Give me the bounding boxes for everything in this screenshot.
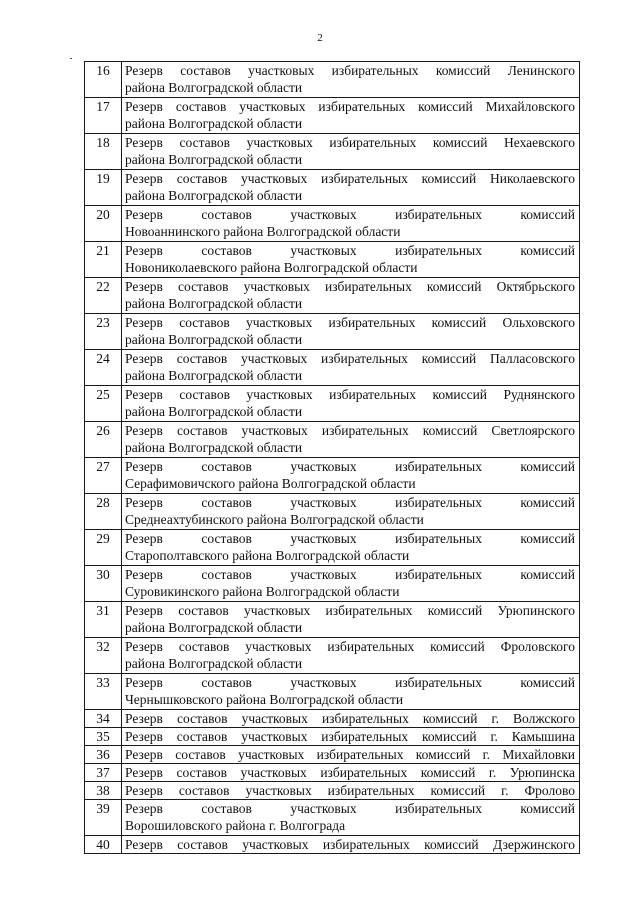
row-description-line-2: Серафимовичского района Волгоградской области — [125, 476, 416, 491]
table-row — [85, 800, 580, 836]
row-description-line-2: Чернышковского района Волгоградской области — [125, 692, 404, 707]
table-row — [85, 62, 580, 98]
row-description-line-2: района Волгоградской области — [125, 188, 303, 203]
row-number: 22 — [85, 278, 122, 314]
row-description-line-1: Резерв составов участковых избирательных комиссий Руднянского — [125, 387, 575, 402]
table-row — [85, 782, 580, 800]
table-row — [85, 710, 580, 728]
row-description-line-1: Резерв составов участковых избирательных комиссий г. Урюпинска — [125, 765, 575, 780]
row-number: 30 — [85, 566, 122, 602]
table-row — [85, 422, 580, 458]
table-row — [85, 314, 580, 350]
row-description — [122, 350, 580, 386]
row-description — [122, 746, 580, 764]
row-number: 33 — [85, 674, 122, 710]
row-description-line-2: района Волгоградской области — [125, 332, 303, 347]
row-number: 29 — [85, 530, 122, 566]
row-number: 39 — [85, 800, 122, 836]
row-description-line-1: Резерв составов участковых избирательных комиссий Фроловского — [125, 639, 575, 654]
reserve-table — [84, 61, 580, 854]
table-row — [85, 170, 580, 206]
row-description — [122, 674, 580, 710]
row-number: 27 — [85, 458, 122, 494]
table-row — [85, 386, 580, 422]
row-description-line-1: Резерв составов участковых избирательных комиссий Урюпинского — [125, 603, 575, 618]
row-description-line-2: района Волгоградской области — [125, 80, 303, 95]
row-description-line-2: Старополтавского района Волгоградской области — [125, 548, 410, 563]
row-description-line-1: Резерв составов участковых избирательных комиссий — [125, 567, 575, 582]
row-description-line-2: Суровикинского района Волгоградской области — [125, 584, 400, 599]
row-description-line-2: Новоаннинского района Волгоградской области — [125, 224, 401, 239]
row-description — [122, 530, 580, 566]
row-number: 18 — [85, 134, 122, 170]
row-number: 20 — [85, 206, 122, 242]
row-description — [122, 206, 580, 242]
row-number: 34 — [85, 710, 122, 728]
row-description-line-2: Ворошиловского района г. Волгограда — [125, 818, 346, 833]
row-description-line-2: района Волгоградской области — [125, 152, 303, 167]
row-description — [122, 836, 580, 854]
row-number: 26 — [85, 422, 122, 458]
row-description-line-1: Резерв составов участковых избирательных комиссий — [125, 243, 575, 258]
row-description — [122, 494, 580, 530]
row-description-line-1: Резерв составов участковых избирательных комиссий — [125, 801, 575, 816]
row-description — [122, 566, 580, 602]
row-description-line-2: района Волгоградской области — [125, 404, 303, 419]
scan-mark — [70, 58, 72, 59]
row-description-line-2: района Волгоградской области — [125, 368, 303, 383]
row-number: 28 — [85, 494, 122, 530]
row-description-line-1: Резерв составов участковых избирательных комиссий Дзержинского — [125, 837, 575, 852]
row-description-line-1: Резерв составов участковых избирательных комиссий Ольховского — [125, 315, 575, 330]
row-description — [122, 314, 580, 350]
row-number: 37 — [85, 764, 122, 782]
row-description — [122, 782, 580, 800]
row-number: 40 — [85, 836, 122, 854]
row-description-line-2: района Волгоградской области — [125, 656, 303, 671]
row-description — [122, 764, 580, 782]
table-row — [85, 134, 580, 170]
row-description — [122, 458, 580, 494]
table-row — [85, 206, 580, 242]
row-description — [122, 278, 580, 314]
row-description-line-1: Резерв составов участковых избирательных комиссий г. Фролово — [125, 783, 575, 798]
row-description-line-1: Резерв составов участковых избирательных комиссий — [125, 207, 575, 222]
row-number: 25 — [85, 386, 122, 422]
row-description-line-1: Резерв составов участковых избирательных комиссий Нехаевского — [125, 135, 575, 150]
row-description-line-2: Новониколаевского района Волгоградской области — [125, 260, 418, 275]
row-description-line-1: Резерв составов участковых избирательных комиссий г. Михайловки — [125, 747, 575, 762]
row-description-line-2: района Волгоградской области — [125, 296, 303, 311]
row-description-line-1: Резерв составов участковых избирательных комиссий — [125, 675, 575, 690]
row-description-line-1: Резерв составов участковых избирательных комиссий Николаевского — [125, 171, 575, 186]
row-number: 16 — [85, 62, 122, 98]
table-row — [85, 242, 580, 278]
row-number: 35 — [85, 728, 122, 746]
row-description — [122, 170, 580, 206]
table-row — [85, 746, 580, 764]
table-row — [85, 836, 580, 854]
table-row — [85, 278, 580, 314]
row-number: 31 — [85, 602, 122, 638]
row-description — [122, 800, 580, 836]
row-description — [122, 386, 580, 422]
table-row — [85, 98, 580, 134]
reserve-table-body — [85, 62, 580, 854]
row-description-line-2: Среднеахтубинского района Волгоградской области — [125, 512, 424, 527]
row-number: 38 — [85, 782, 122, 800]
row-description-line-1: Резерв составов участковых избирательных комиссий — [125, 459, 575, 474]
row-description-line-2: района Волгоградской области — [125, 440, 303, 455]
row-description — [122, 98, 580, 134]
row-description — [122, 242, 580, 278]
row-number: 19 — [85, 170, 122, 206]
table-row — [85, 764, 580, 782]
row-number: 17 — [85, 98, 122, 134]
row-description-line-1: Резерв составов участковых избирательных комиссий г. Волжского — [125, 711, 575, 726]
table-row — [85, 350, 580, 386]
table-row — [85, 674, 580, 710]
row-description-line-2: района Волгоградской области — [125, 620, 303, 635]
row-number: 24 — [85, 350, 122, 386]
row-description — [122, 602, 580, 638]
row-description-line-1: Резерв составов участковых избирательных комиссий Светлоярского — [125, 423, 575, 438]
row-number: 36 — [85, 746, 122, 764]
row-description — [122, 134, 580, 170]
table-row — [85, 566, 580, 602]
row-description-line-1: Резерв составов участковых избирательных комиссий — [125, 495, 575, 510]
row-description — [122, 638, 580, 674]
table-row — [85, 638, 580, 674]
row-number: 32 — [85, 638, 122, 674]
table-row — [85, 728, 580, 746]
row-description-line-1: Резерв составов участковых избирательных комиссий Михайловского — [125, 99, 575, 114]
page-number: 2 — [317, 32, 323, 44]
row-description — [122, 62, 580, 98]
row-description-line-1: Резерв составов участковых избирательных комиссий г. Камышина — [125, 729, 575, 744]
row-description — [122, 728, 580, 746]
table-row — [85, 458, 580, 494]
row-description-line-1: Резерв составов участковых избирательных комиссий Ленинского — [125, 63, 575, 78]
table-row — [85, 494, 580, 530]
row-number: 23 — [85, 314, 122, 350]
row-number: 21 — [85, 242, 122, 278]
row-description-line-1: Резерв составов участковых избирательных комиссий Октябрьского — [125, 279, 575, 294]
row-description-line-1: Резерв составов участковых избирательных комиссий — [125, 531, 575, 546]
table-row — [85, 602, 580, 638]
table-row — [85, 530, 580, 566]
row-description-line-1: Резерв составов участковых избирательных комиссий Палласовского — [125, 351, 575, 366]
row-description-line-2: района Волгоградской области — [125, 116, 303, 131]
row-description — [122, 710, 580, 728]
row-description — [122, 422, 580, 458]
